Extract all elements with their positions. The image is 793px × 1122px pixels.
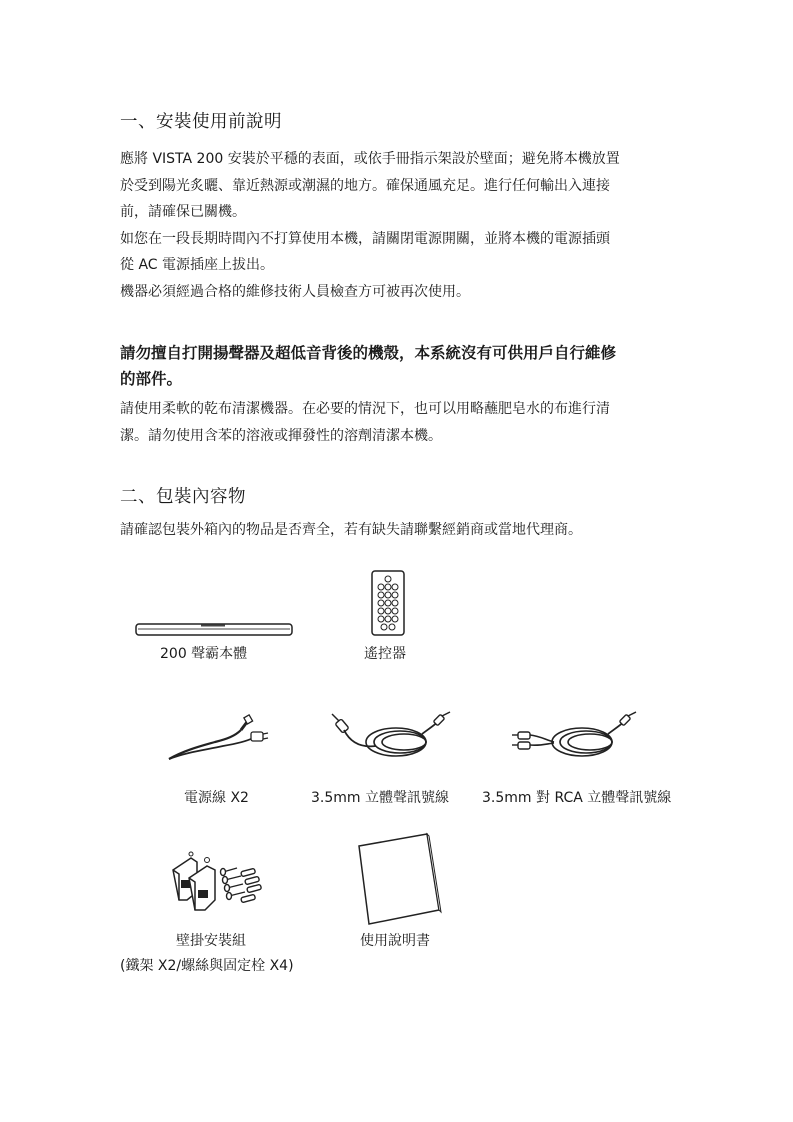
- manual-caption: 使用說明書: [360, 933, 430, 949]
- text-line: 從 AC 電源插座上拔出。: [120, 257, 275, 273]
- power-cable-illustration: [165, 712, 269, 764]
- text-line: 如您在一段長期時間內不打算使用本機，請關閉電源開關，並將本機的電源插頭: [120, 230, 610, 247]
- text-line: 請使用柔軟的乾布清潔機器。在必要的情況下，也可以用略蘸肥皂水的布進行清: [120, 401, 610, 417]
- manual-illustration: [357, 832, 441, 926]
- remote-illustration: [371, 570, 405, 636]
- section2-heading: 二、包裝內容物: [120, 487, 246, 507]
- text-line: 機器必須經過合格的維修技術人員檢查方可被再次使用。: [120, 283, 470, 300]
- text-line: 應將 VISTA 200 安裝於平穩的表面，或依手冊指示架設於壁面；避免將本機放置: [120, 151, 620, 167]
- text-line: 前，請確保已關機。: [120, 204, 246, 220]
- soundbar-illustration: [135, 622, 293, 638]
- remote-caption: 遙控器: [364, 646, 406, 662]
- text-line: 潔。請勿使用含苯的溶液或揮發性的溶劑清潔本機。: [120, 427, 442, 444]
- rca-cable-illustration: [512, 712, 638, 764]
- aux-cable-illustration: [330, 712, 452, 762]
- wall-mount-illustration: [167, 852, 263, 916]
- text-line: 的部件。: [120, 370, 183, 388]
- aux-cable-caption: 3.5mm 立體聲訊號線: [311, 790, 449, 806]
- wall-mount-caption: 壁掛安裝組: [176, 933, 246, 949]
- soundbar-caption: 200 聲霸本體: [160, 646, 248, 662]
- text-line: 請勿擅自打開揚聲器及超低音背後的機殼，本系統沒有可供用戶自行維修: [120, 344, 617, 362]
- install-paragraph: [120, 146, 676, 305]
- rca-cable-caption: 3.5mm 對 RCA 立體聲訊號線: [482, 790, 672, 806]
- power-cable-caption: 電源線 X2: [184, 790, 249, 806]
- warning-paragraph: [120, 340, 676, 392]
- contents-intro: 請確認包裝外箱內的物品是否齊全，若有缺失請聯繫經銷商或當地代理商。: [120, 522, 582, 538]
- wall-mount-detail: (鐵架 X2/螺絲與固定栓 X4): [120, 958, 294, 974]
- section1-heading: 一、安裝使用前說明: [120, 112, 282, 132]
- text-line: 於受到陽光炙曬、靠近熱源或潮濕的地方。確保通風充足。進行任何輸出入連接: [120, 177, 610, 194]
- cleaning-paragraph: [120, 396, 676, 449]
